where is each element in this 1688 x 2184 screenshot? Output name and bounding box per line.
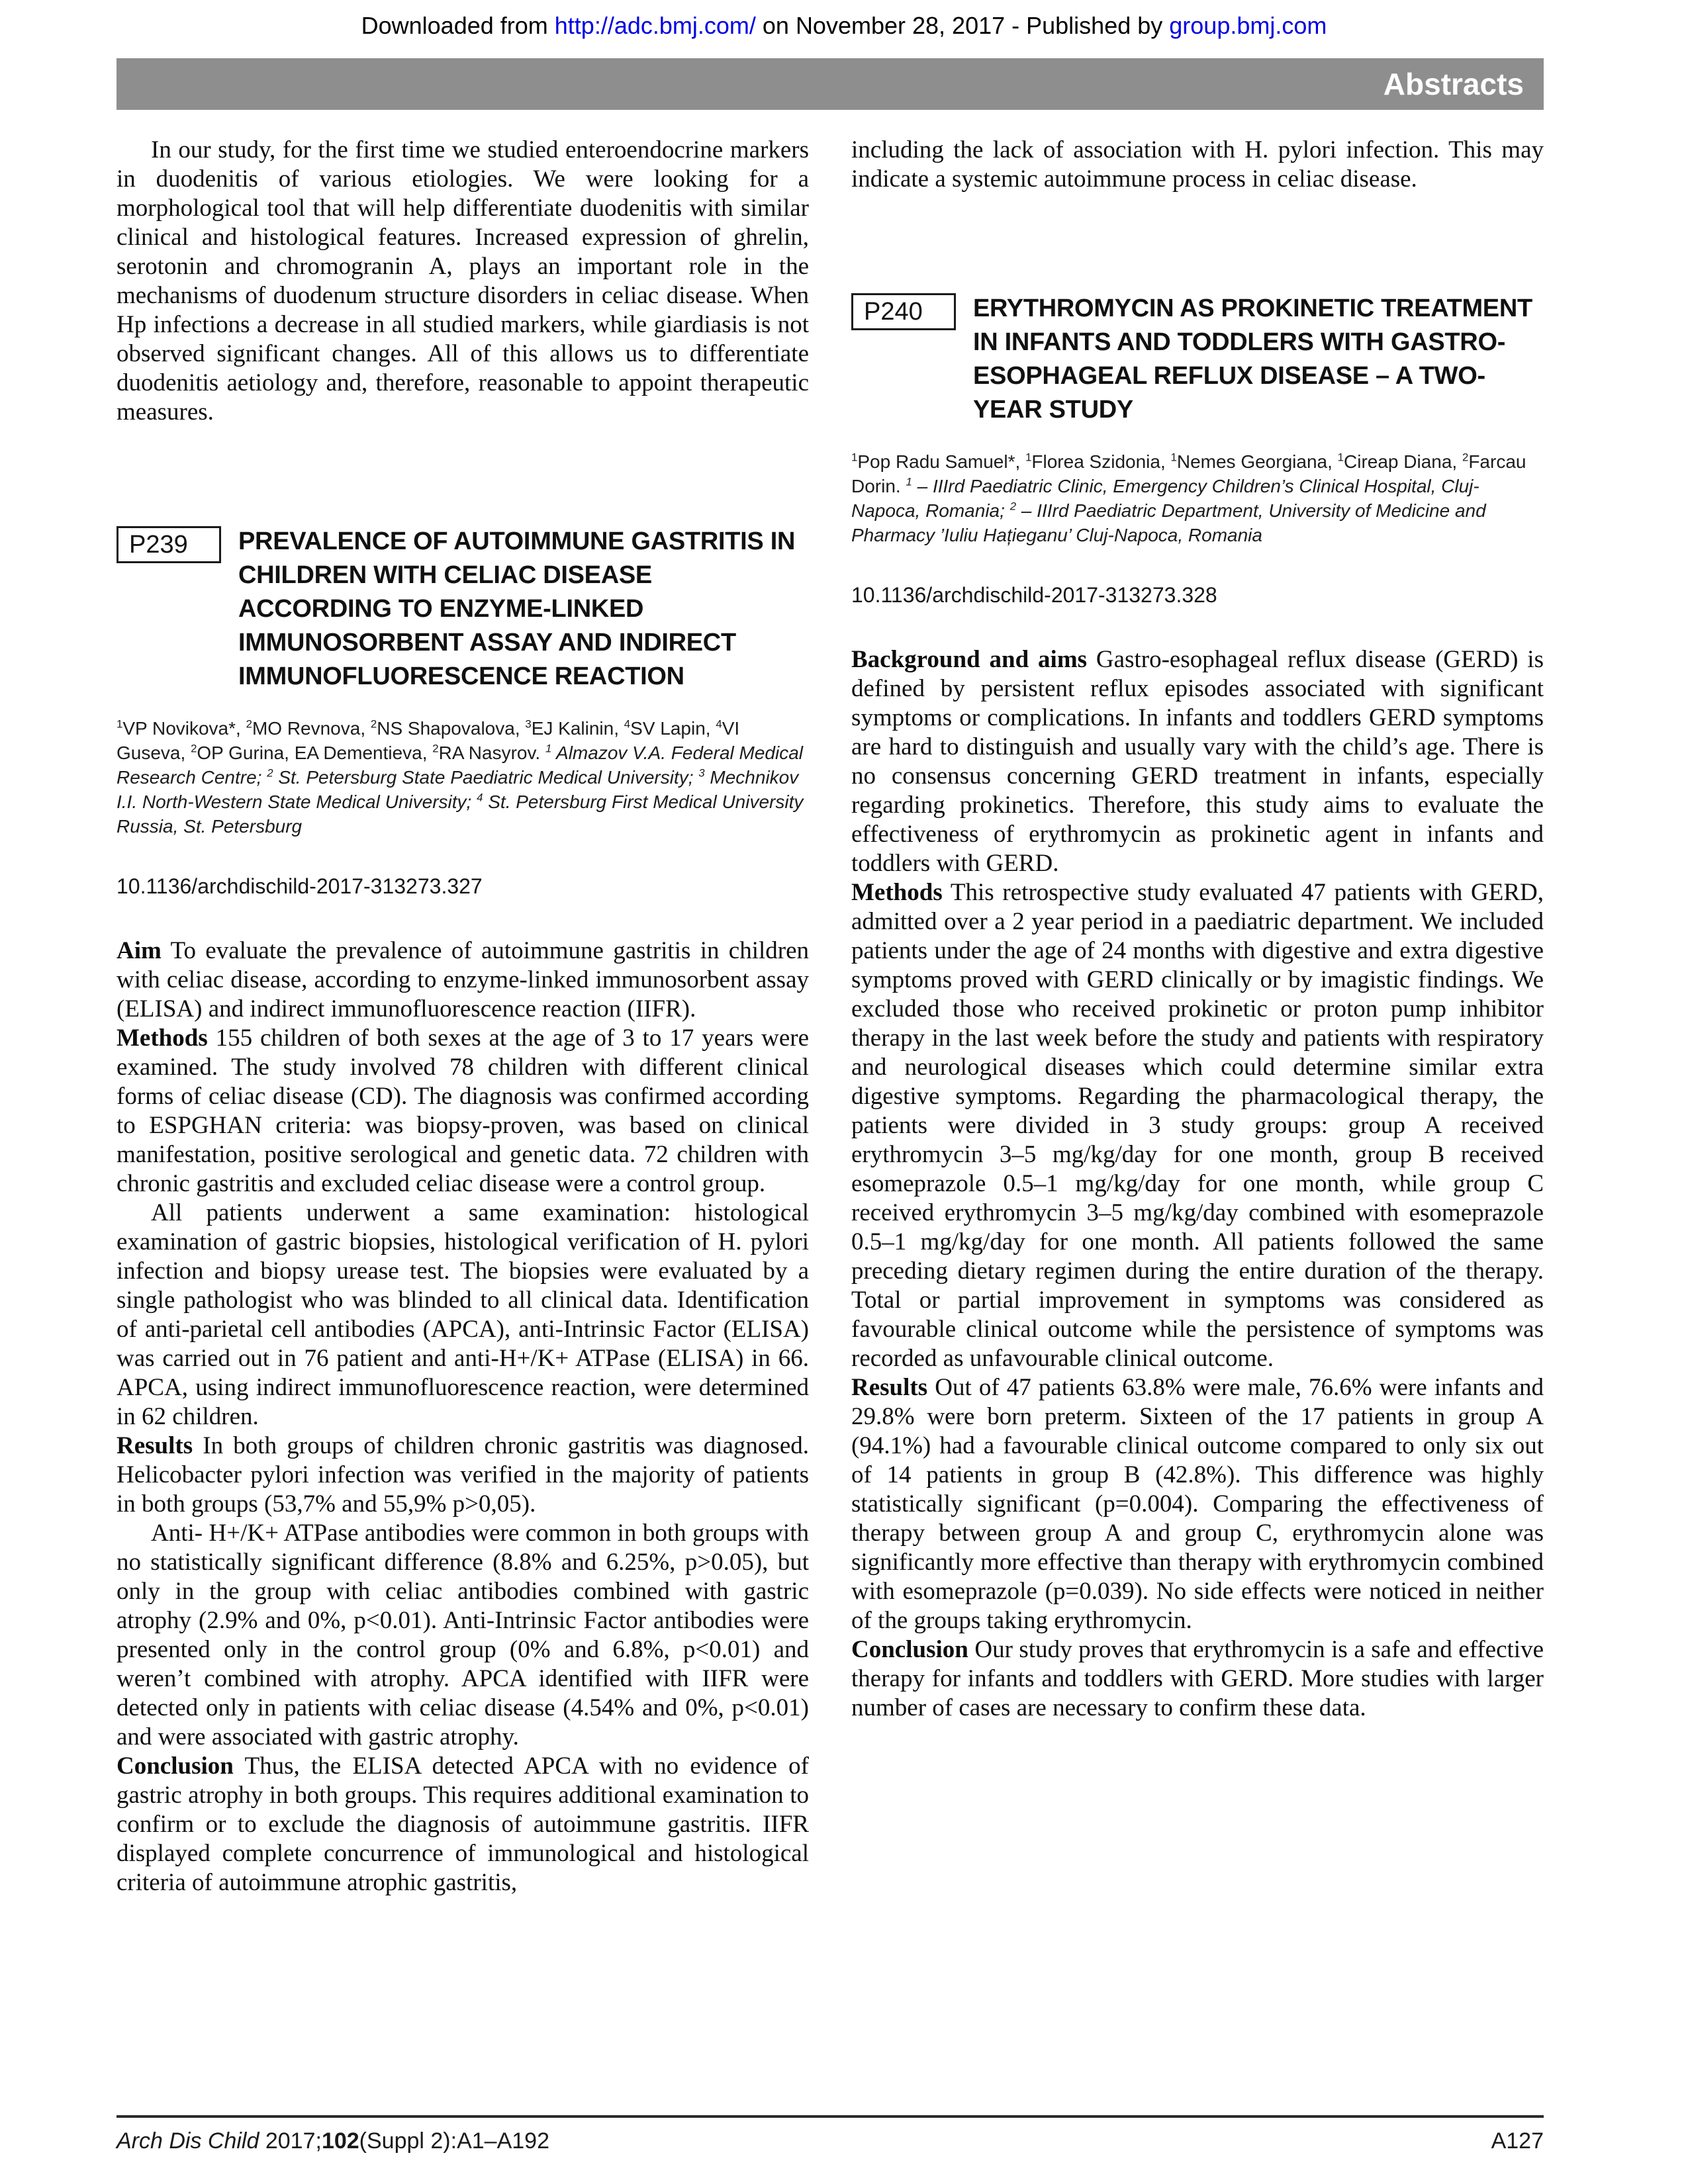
authors-affiliations xyxy=(117,716,809,839)
section-label: Results xyxy=(851,1374,928,1401)
results-paragraph xyxy=(851,1373,1544,1635)
antibodies-paragraph: Anti- H+/K+ ATPase antibodies were common in both groups with no statistically significant difference (8.8% and 6.25%, p>0.05), but only in the group with celiac antibodies combined with gastric atrophy (2.9% and 0%, p<0.01). Anti-Intrinsic Factor antibodies were presented only in the control group (0% and 6.8%, p<0.01) and weren’t combined with atrophy. APCA identified with IIFR were detected only in patients with celiac disease (4.54% and 0%, p<0.01) and were associated with gastric atrophy. xyxy=(117,1520,809,1751)
text-segment: EJ Kalinin, xyxy=(531,718,624,739)
text-segment: 1 xyxy=(906,475,912,488)
text-segment: Almazov V.A. Federal Medical Research Centre; xyxy=(117,743,803,788)
doi: 10.1136/archdischild-2017-313273.328 xyxy=(851,583,1217,607)
abstract-title: ERYTHROMYCIN AS PROKINETIC TREATMENT IN INFANTS AND TODDLERS WITH GASTRO-ESOPHAGEAL REFLUX DISEASE – A TWO-YEAR STUDY xyxy=(973,295,1532,424)
abstract-number-box xyxy=(851,293,956,330)
text-segment: 2 xyxy=(191,742,197,755)
text-segment: 1 xyxy=(545,742,552,755)
patients-paragraph: All patients underwent a same examination: histological examination of gastric biopsies, histological verification of H. pylori infection and biopsy urease test. The biopsies were evaluated by a single pathologist who was blinded to all clinical data. Identification of anti-parietal cell antibodies (APCA), anti-Intrinsic Factor (ELISA) was carried out in 76 patient and anti-H+/K+ ATPase (ELISA) in 66. APCA, using indirect immunofluorescence reaction, were determined in 62 children. xyxy=(117,1199,809,1430)
text-segment: Farcau Dorin. xyxy=(851,451,1526,496)
abstract-number: P239 xyxy=(129,531,188,559)
section-label: Background and aims xyxy=(851,646,1088,673)
text-segment: 3 xyxy=(698,766,705,780)
authors-affiliations xyxy=(851,449,1544,547)
text-segment: 2 xyxy=(1462,451,1469,464)
text-segment: 2017; xyxy=(265,2128,322,2154)
abstract-number-box xyxy=(117,526,221,563)
right-column xyxy=(851,136,1544,1723)
section-text: Thus, the ELISA detected APCA with no evidence of gastric atrophy in both groups. This requires additional examination to confirm or to exclude the diagnosis of autoimmune gastritis. IIFR displayed complete concurrence of immunological and histological criteria of autoimmune atrophic gastritis, xyxy=(117,1752,809,1896)
text-segment: Cireap Diana, xyxy=(1344,451,1462,472)
results-paragraph xyxy=(117,1432,809,1519)
left-column xyxy=(117,136,809,1897)
section-text: This retrospective study evaluated 47 patients with GERD, admitted over a 2 year period in a paediatric department. We included patients under the age of 24 months with digestive and extra digestive symptoms proved with GERD clinically or by imagistic findings. We excluded those who received prokinetic or proton pump inhibitor therapy in the last week before the study and patients with respiratory and neurological diseases which could determine similar extra digestive symptoms. Regarding the pharmacological therapy, the patients were divided in 3 study groups: group A received erythromycin 3–5 mg/kg/day for one month, group B received esomeprazole 0.5–1 mg/kg/day for one month, while group C received erythromycin 3–5 mg/kg/day combined with esomeprazole 0.5–1 mg/kg/day for one month. All patients followed the same preceding dietary regimen during the entire duration of the therapy. Total or partial improvement in symptoms was considered as favourable clinical outcome while the persistence of symptoms was recorded as unfavourable clinical outcome. xyxy=(851,879,1544,1372)
section-text: Gastro-esophageal reflux disease (GERD) is defined by persistent reflux episodes associated with significant symptoms or complications. In infants and toddlers GERD symptoms are hard to distinguish and usually vary with the child’s age. There is no consensus concerning GERD treatment in infants, especially regarding prokinetics. Therefore, this study aims to evaluate the effectiveness of erythromycin as prokinetic agent in infants and toddlers with GERD. xyxy=(851,646,1544,877)
text-segment: Mechnikov I.I. North-Western State Medical University; xyxy=(117,767,799,812)
text-segment: – IIIrd Paediatric Clinic, Emergency Children’s Clinical Hospital, Cluj-Napoca, Romania; xyxy=(851,476,1479,521)
text-segment: 1 xyxy=(1170,451,1177,464)
text-segment: St. Petersburg First Medical University Russia, St. Petersburg xyxy=(117,792,804,837)
text-segment: – IIIrd Paediatric Department, University of Medicine and Pharmacy ’Iuliu Hațieganu’ Cluj-Napoca, Romania xyxy=(851,500,1486,545)
text-segment: 1 xyxy=(1337,451,1344,464)
band-title: Abstracts xyxy=(1383,67,1524,101)
text-segment: Pop Radu Samuel*, xyxy=(857,451,1026,472)
text-segment: Nemes Georgiana, xyxy=(1176,451,1338,472)
text-segment: 4 xyxy=(477,791,483,804)
conclusion-paragraph xyxy=(117,1752,809,1897)
text-segment: 2 xyxy=(246,717,252,731)
text-segment: 2 xyxy=(370,717,377,731)
conclusion-paragraph xyxy=(851,1635,1544,1723)
section-text: In both groups of children chronic gastritis was diagnosed. Helicobacter pylori infection was verified in the majority of patients in both groups (53,7% and 55,9% p>0,05). xyxy=(117,1432,809,1518)
abstract-p239-heading xyxy=(117,525,809,694)
section-text: Our study proves that erythromycin is a safe and effective therapy for infants and toddlers with GERD. More studies with larger number of cases are necessary to confirm these data. xyxy=(851,1636,1544,1721)
abstract-title: PREVALENCE OF AUTOIMMUNE GASTRITIS IN CHILDREN WITH CELIAC DISEASE ACCORDING TO ENZYME-LINKED IMMUNOSORBENT ASSAY AND INDIRECT IMMUNOFLUORESCENCE REACTION xyxy=(238,527,796,690)
page-number: A127 xyxy=(1491,2128,1544,2154)
text-segment: Florea Szidonia, xyxy=(1031,451,1171,472)
text-segment: 4 xyxy=(716,717,722,731)
text-segment: 1 xyxy=(851,451,858,464)
download-banner xyxy=(0,12,1688,40)
link[interactable]: group.bmj.com xyxy=(1169,12,1327,39)
text-segment: RA Nasyrov. xyxy=(438,743,545,763)
aim-paragraph xyxy=(117,936,809,1024)
text-segment: 2 xyxy=(432,742,439,755)
continued-paragraph: including the lack of association with H. pylori infection. This may indicate a systemic autoimmune process in celiac disease. xyxy=(851,136,1544,193)
text-segment: 102 xyxy=(321,2128,359,2154)
text-segment: on November 28, 2017 - Published by xyxy=(755,12,1170,39)
text-segment: NS Shapovalova, xyxy=(377,718,526,739)
text-segment: VP Novikova*, xyxy=(122,718,246,739)
text-segment: Arch Dis Child xyxy=(117,2128,265,2154)
text-segment: MO Revnova, xyxy=(252,718,371,739)
section-label: Conclusion xyxy=(851,1636,968,1663)
link[interactable]: http://adc.bmj.com/ xyxy=(554,12,756,39)
methods-paragraph xyxy=(117,1024,809,1199)
footer xyxy=(117,2128,1544,2154)
text-segment: (Suppl 2):A1–A192 xyxy=(359,2128,549,2154)
text-segment: 4 xyxy=(624,717,631,731)
text-segment: 1 xyxy=(117,717,123,731)
text-segment: 2 xyxy=(267,766,273,780)
section-text: Out of 47 patients 63.8% were male, 76.6% were infants and 29.8% were born preterm. Sixteen of the 17 patients in group A (94.1%) had a favourable clinical outcome compared to only six out of 14 patients in group B (42.8%). This difference was highly statistically significant (p=0.004). Comparing the effectiveness of therapy between group A and group C, erythromycin alone was significantly more effective than therapy with erythromycin combined with esomeprazole (p=0.039). No side effects were noticed in neither of the groups taking erythromycin. xyxy=(851,1374,1544,1634)
text-segment: 3 xyxy=(525,717,532,731)
section-label: Methods xyxy=(851,879,943,906)
abstracts-band xyxy=(117,58,1544,110)
text-segment: Downloaded from xyxy=(361,12,555,39)
section-text: 155 children of both sexes at the age of 3 to 17 years were examined. The study involved 78 children with different clinical forms of celiac disease (CD). The diagnosis was confirmed according to ESPGHAN criteria: was biopsy-proven, was based on clinical manifestation, positive serological and genetic data. 72 children with chronic gastritis and excluded celiac disease were a control group. xyxy=(117,1024,809,1197)
section-label: Aim xyxy=(117,937,162,964)
section-label: Methods xyxy=(117,1024,208,1052)
abstract-p240-heading xyxy=(851,292,1544,427)
methods-paragraph xyxy=(851,878,1544,1373)
section-label: Conclusion xyxy=(117,1752,234,1780)
abstract-number: P240 xyxy=(864,298,923,326)
footer-rule xyxy=(117,2115,1544,2118)
background-paragraph xyxy=(851,645,1544,878)
text-segment: OP Gurina, EA Dementieva, xyxy=(197,743,433,763)
continued-paragraph: In our study, for the first time we studied enteroendocrine markers in duodenitis of various etiologies. We were looking for a morphological tool that will help differentiate duodenitis with similar clinical and histological features. Increased expression of ghrelin, serotonin and chromogranin A, plays an important role in the mechanisms of duodenum structure disorders in celiac disease. When Hp infections a decrease in all studied markers, while giardiasis is not observed significant changes. All of this allows us to differentiate duodenitis aetiology and, therefore, reasonable to appoint therapeutic measures. xyxy=(117,136,809,426)
doi: 10.1136/archdischild-2017-313273.327 xyxy=(117,874,483,898)
text-segment: 1 xyxy=(1025,451,1032,464)
text-segment: SV Lapin, xyxy=(630,718,716,739)
text-segment: 2 xyxy=(1009,500,1017,513)
section-label: Results xyxy=(117,1432,193,1459)
text-segment: VI Guseva, xyxy=(117,718,740,763)
text-segment: St. Petersburg State Paediatric Medical University; xyxy=(273,767,699,788)
journal-citation xyxy=(117,2128,549,2154)
section-text: To evaluate the prevalence of autoimmune gastritis in children with celiac disease, according to enzyme-linked immunosorbent assay (ELISA) and indirect immunofluorescence reaction (IIFR). xyxy=(117,937,809,1023)
